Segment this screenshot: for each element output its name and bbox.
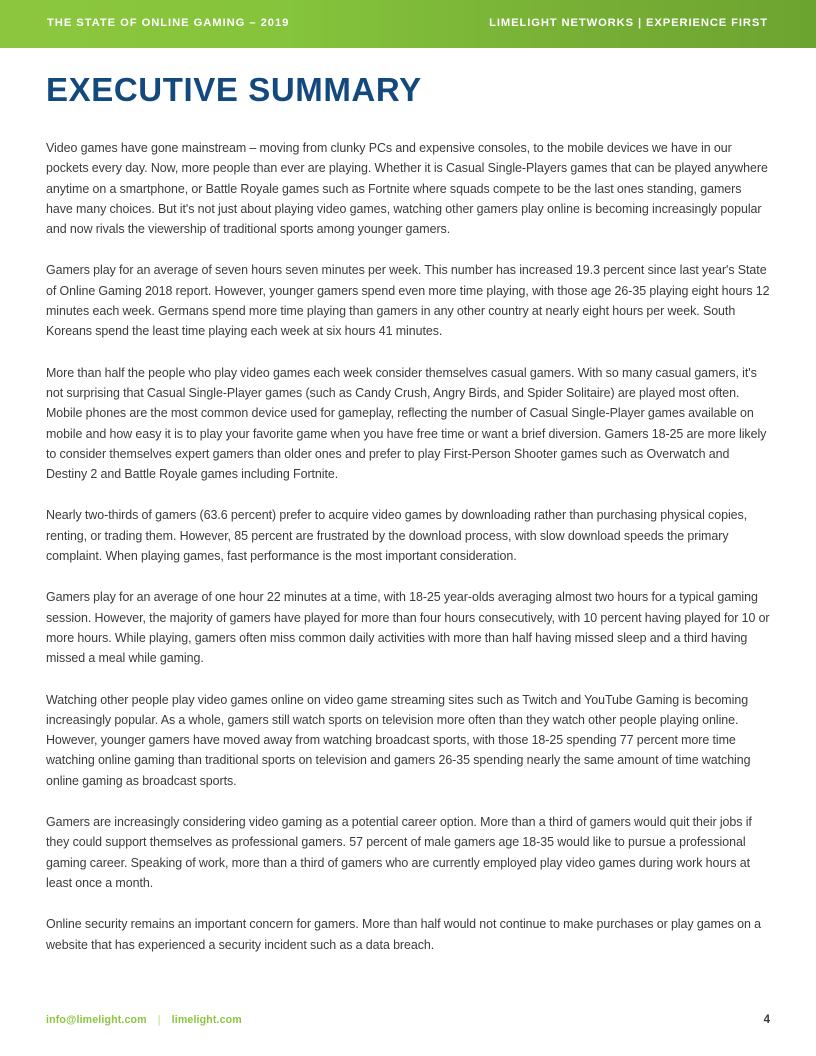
paragraph: Gamers play for an average of one hour 22 minutes at a time, with 18-25 year-olds averaging almost two hours for a typical gaming session. However, the majority of gamers have played for more than four hours consecutively, with 10 percent having played for 10 or more hours. While playing, gamers often miss common daily activities with more than half having missed sleep and a third having missed a meal while gaming. (46, 590, 770, 666)
paragraph: More than half the people who play video games each week consider themselves casual gamers. With so many casual gamers, it's not surprising that Casual Single-Player games (such as Candy Crush, Angry Birds, and Spider Solitaire) are played most often. Mobile phones are the most common device used for gameplay, reflecting the number of Casual Single-Player games available on mobile and how easy it is to play your favorite game when you have free time or want a brief diversion. Gamers 18-25 are more likely to consider themselves expert gamers than older ones and prefer to play First-Person Shooter games such as Overwatch and Destiny 2 and Battle Royale games including Fortnite. (46, 365, 767, 482)
page-footer (46, 1012, 770, 1028)
header-brand-title: LIMELIGHT NETWORKS | EXPERIENCE FIRST (489, 17, 768, 30)
footer-separator: | (157, 1014, 161, 1026)
page-number: 4 (763, 1014, 770, 1026)
paragraph: Watching other people play video games online on video game streaming sites such as Twitch and YouTube Gaming is becoming increasingly popular. As a whole, gamers still watch sports on television more often than they watch other people playing online. However, younger gamers have moved away from watching broadcast sports, with those 18-25 spending 77 percent more time watching online gaming than traditional sports on television and gamers 26-35 spending nearly the same amount of time watching online gaming as broadcast sports. (46, 692, 751, 788)
page-header-bar (0, 0, 816, 48)
body-content (46, 138, 771, 955)
footer-email-link[interactable]: info@limelight.com (46, 1014, 147, 1026)
footer-website-link[interactable]: limelight.com (171, 1014, 242, 1026)
paragraph: Gamers play for an average of seven hours seven minutes per week. This number has increased 19.3 percent since last year's State of Online Gaming 2018 report. However, younger gamers spend even more time playing, with those age 26-35 playing eight hours 12 minutes each week. Germans spend more time playing than gamers in any other country at nearly eight hours per week. South Koreans spend the least time playing each week at six hours 41 minutes. (46, 263, 770, 339)
paragraph: Nearly two-thirds of gamers (63.6 percent) prefer to acquire video games by downloading rather than purchasing physical copies, renting, or trading them. However, 85 percent are frustrated by the download process, with slow download speeds the primary complaint. When playing games, fast performance is the most important consideration. (46, 508, 748, 564)
paragraph: Gamers are increasingly considering video gaming as a potential career option. More than a third of gamers would quit their jobs if they could support themselves as professional gamers. 57 percent of male gamers age 18-35 would like to pursue a professional gaming career. Speaking of work, more than a third of gamers who are currently employed play video games during work hours at least once a month. (46, 815, 752, 890)
paragraph: Online security remains an important concern for gamers. More than half would not continue to make purchases or play games on a website that has experienced a security incident such as a data breach. (46, 917, 762, 952)
footer-links (46, 1014, 242, 1026)
paragraph: Video games have gone mainstream – moving from clunky PCs and expensive consoles, to the mobile devices we have in our pockets every day. Now, more people than ever are playing. Whether it is Casual Single-Players games that can be played anywhere anytime on a smartphone, or Battle Royale games such as Fortnite where squads compete to be the last ones standing, gamers have many choices. But it's not just about playing video games, watching other gamers play online is becoming increasingly popular and now rivals the viewership of traditional sports among younger gamers. (46, 141, 768, 237)
page-title: EXECUTIVE SUMMARY (46, 71, 422, 108)
header-report-title: THE STATE OF ONLINE GAMING – 2019 (47, 17, 290, 30)
